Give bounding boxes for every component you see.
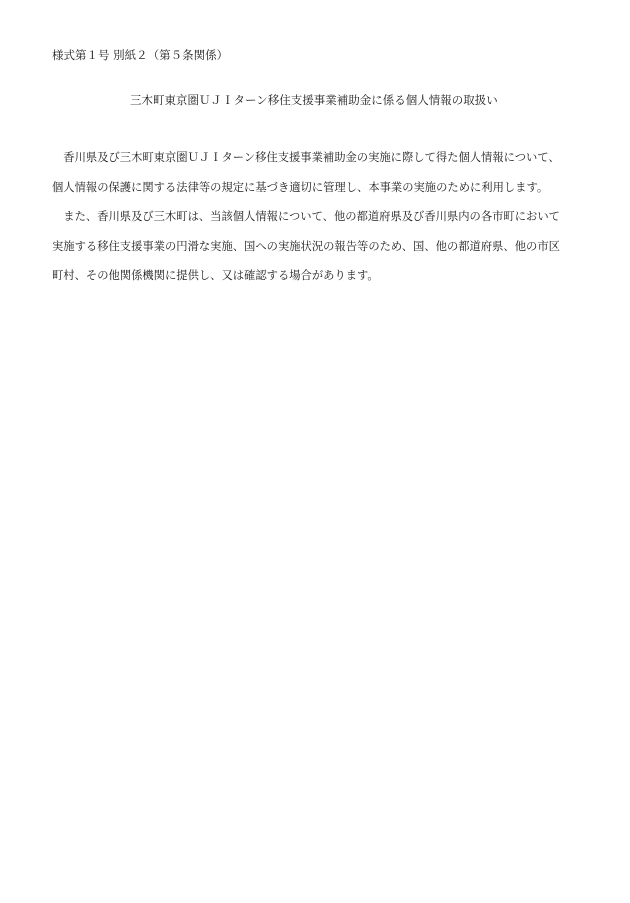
form-number-label: 様式第１号 別紙２（第５条関係） [52, 48, 229, 62]
document-title: 三木町東京圏ＵＪＩターン移住支援事業補助金に係る個人情報の取扱い [130, 93, 498, 107]
paragraph-1-line-2: 個人情報の保護に関する法律等の規定に基づき適切に管理し、本事業の実施のために利用します。 [52, 180, 549, 194]
paragraph-2-line-2: 実施する移住支援事業の円滑な実施、国への実施状況の報告等のため、国、他の都道府県、他の市区 [52, 239, 560, 253]
paragraph-2-line-1: また、香川県及び三木町は、当該個人情報について、他の都道府県及び香川県内の各市町において [52, 210, 560, 223]
body-text [52, 150, 582, 298]
paragraph-2-line-3: 町村、その他関係機関に提供し、又は確認する場合があります。 [52, 269, 379, 282]
paragraph-1-line-1: 香川県及び三木町東京圏ＵＪＩターン移住支援事業補助金の実施に際して得た個人情報について、 [52, 151, 560, 164]
